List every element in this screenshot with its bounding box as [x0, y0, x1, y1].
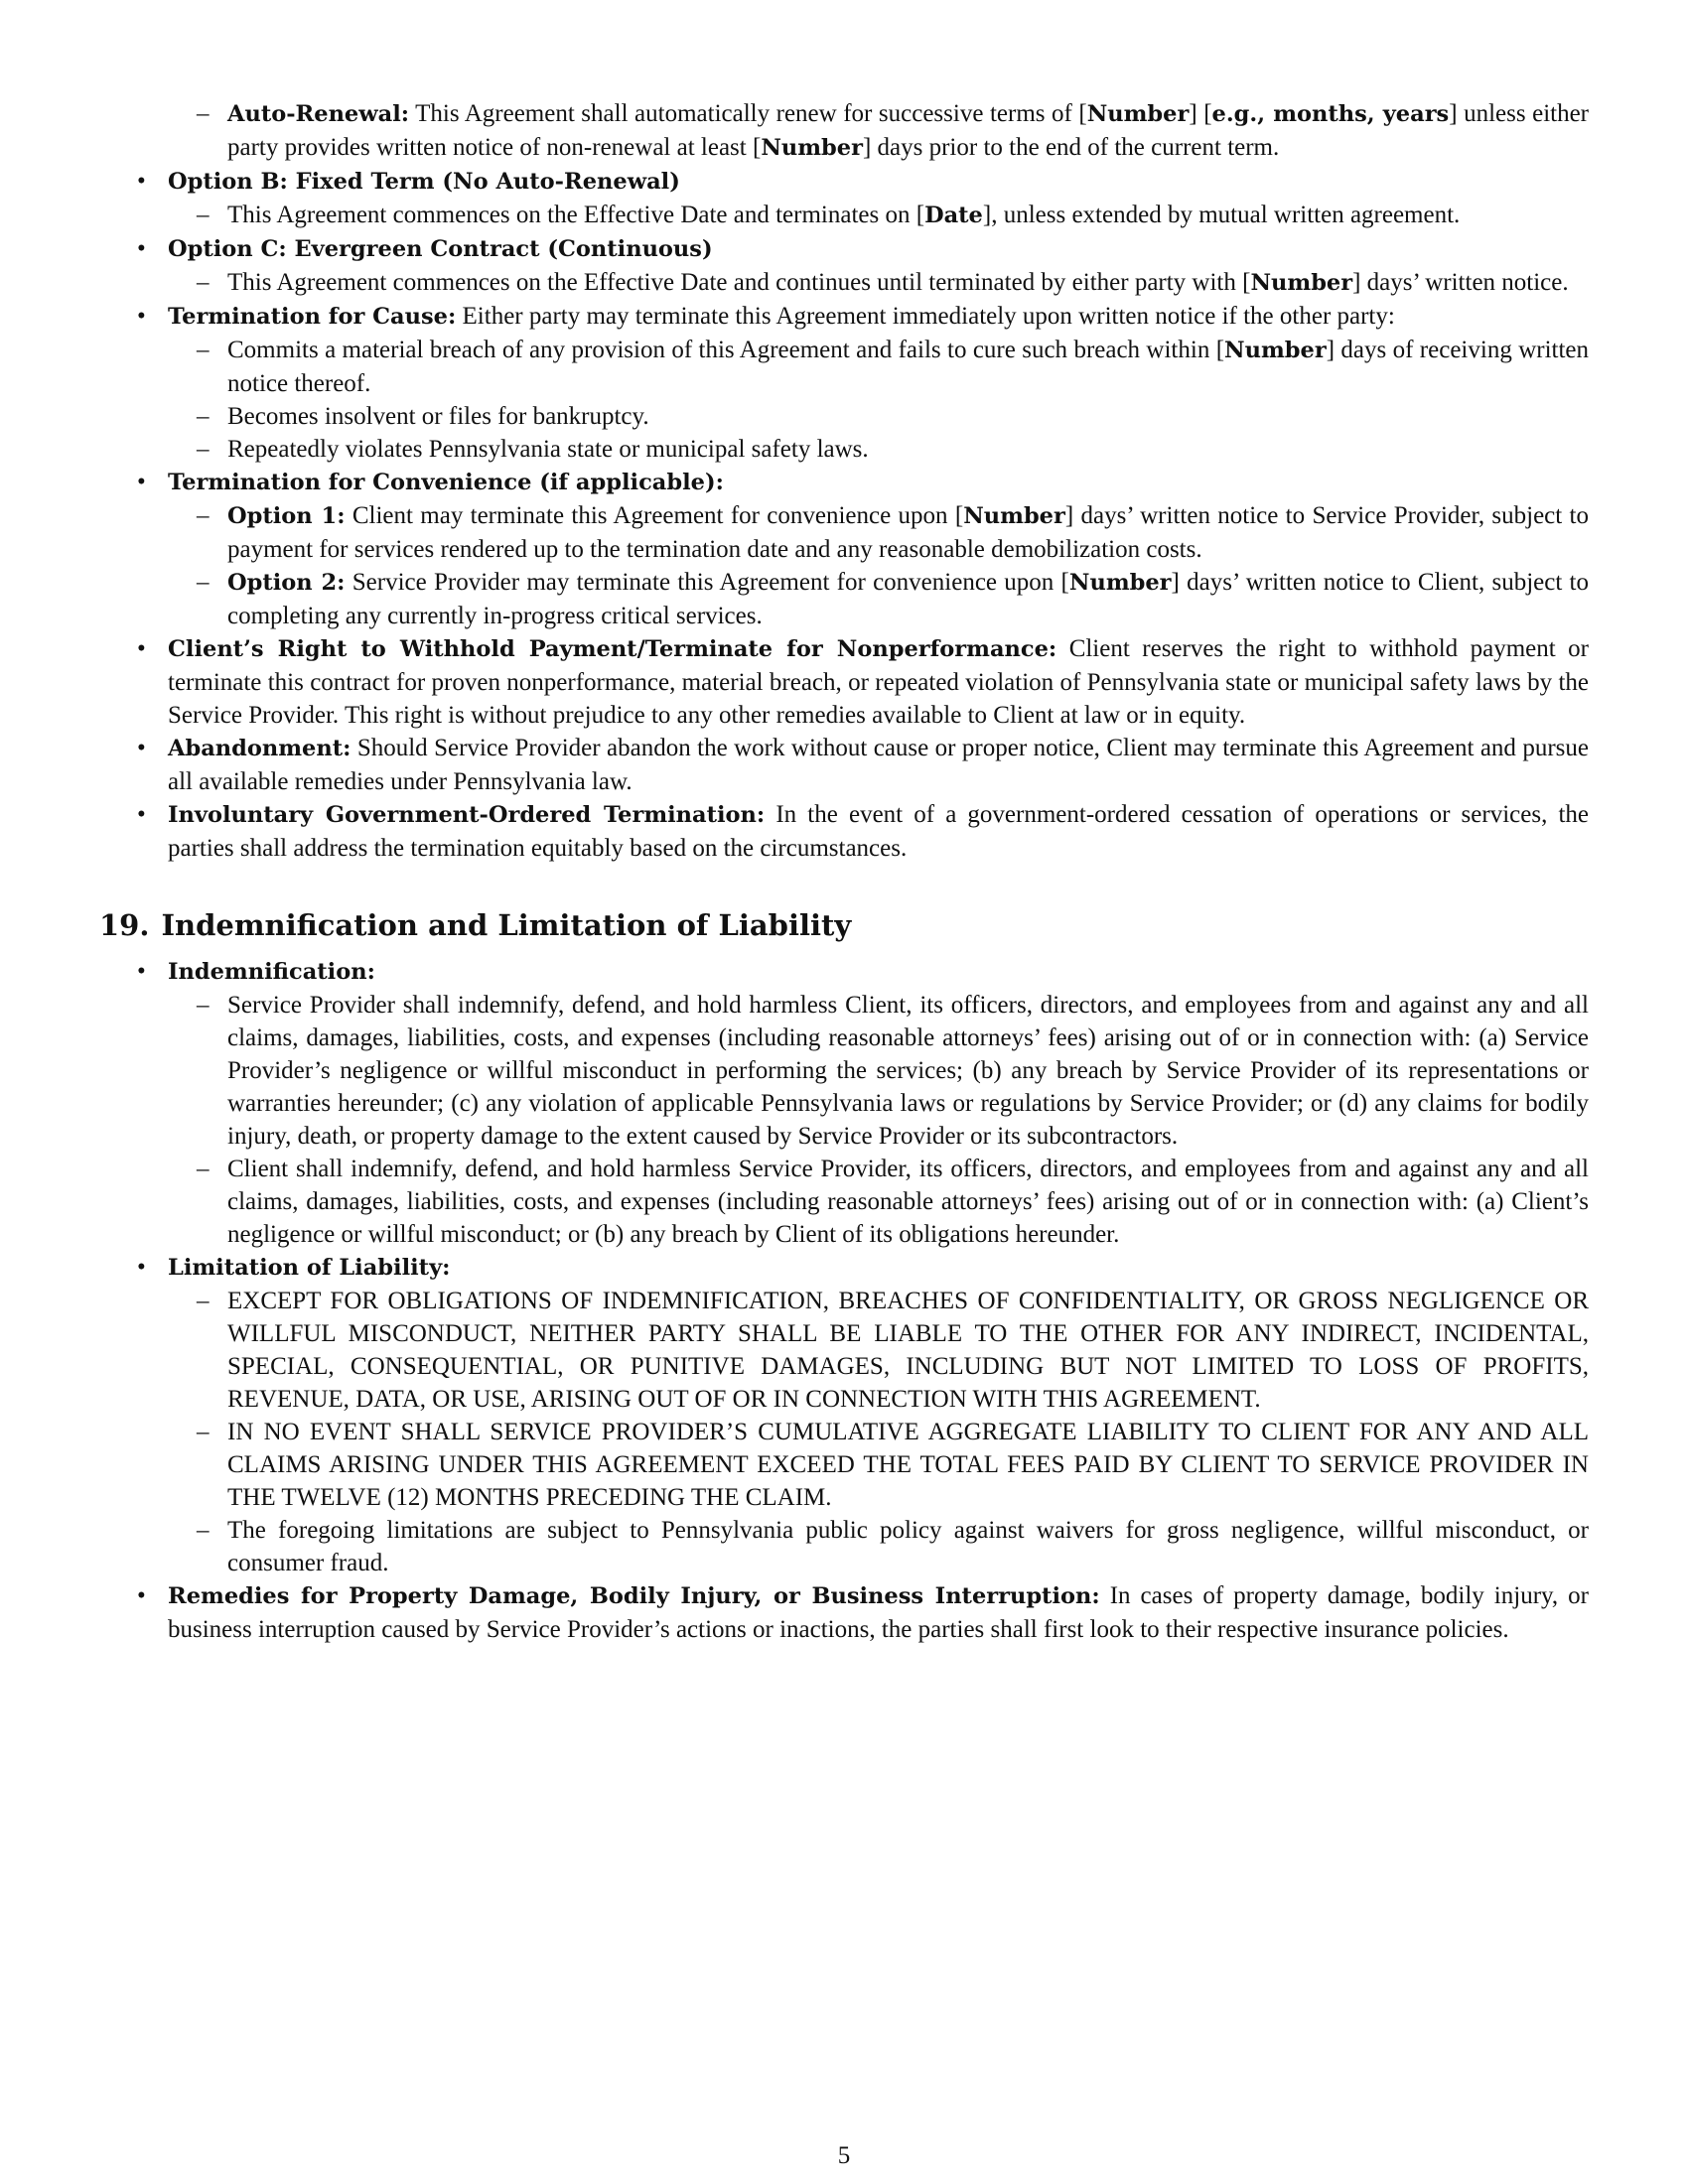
text-fragment: This Agreement commences on the Effective Date and continues until terminated by either party with [ — [227, 269, 1251, 296]
sublist — [168, 1285, 1589, 1579]
list-item-withhold — [99, 632, 1589, 732]
text-fragment: ] days prior to the end of the current term. — [862, 134, 1280, 161]
list-item — [168, 199, 1589, 232]
document-page — [99, 97, 1589, 1646]
date-placeholder: Date — [924, 203, 983, 228]
abandonment-label: Abandonment: — [168, 736, 352, 761]
list-item: – Becomes insolvent or files for bankruptcy. — [168, 400, 1589, 433]
involuntary-label: Involuntary Government-Ordered Termination: — [168, 802, 766, 828]
text-fragment: Client may terminate this Agreement for convenience upon [ — [345, 502, 964, 529]
sublist — [168, 334, 1589, 466]
number-placeholder: Number — [1224, 338, 1327, 363]
list-item-involuntary — [99, 798, 1589, 865]
auto-renewal-label: Auto-Renewal: — [227, 101, 410, 127]
number-placeholder: Number — [963, 503, 1065, 529]
text-fragment: ] days’ written notice to Service Provider, subject to payment for services rendered up to the termination date and any reasonable demobilization costs. — [227, 502, 1590, 563]
number-placeholder: Number — [1068, 570, 1172, 596]
sublist — [168, 989, 1589, 1251]
indemnification-label: Indemnification: — [168, 959, 375, 985]
text-fragment: ] days of receiving written notice thereof. — [227, 337, 1590, 397]
text-fragment: ] days’ written notice. — [1352, 269, 1569, 296]
termination-cause-label: Termination for Cause: — [168, 304, 457, 330]
text-fragment: ] days’ written notice to Client, subject to completing any currently in-progress critical services. — [227, 569, 1590, 629]
list-item — [168, 334, 1589, 400]
indemnification-list — [99, 955, 1589, 1646]
list-item-abandonment — [99, 732, 1589, 798]
list-item-remedies — [99, 1579, 1589, 1646]
option-c-title: Option C: Evergreen Contract (Continuous) — [168, 236, 713, 262]
number-placeholder: Number — [761, 135, 863, 161]
term-placeholder: e.g., months, years — [1211, 101, 1450, 127]
sublist — [168, 266, 1589, 300]
sublist — [168, 199, 1589, 232]
list-item-option-c — [99, 232, 1589, 300]
list-item-termination-convenience — [99, 466, 1589, 632]
list-item: – EXCEPT FOR OBLIGATIONS OF INDEMNIFICATION, BREACHES OF CONFIDENTIALITY, OR GROSS NEGLIGENCE OR WILLFUL MISCONDUCT, NEITHER PARTY SHALL BE LIABLE TO THE OTHER FOR ANY INDIRECT, INCIDENTAL, SPECIAL, CONSEQUENTIAL, OR PUNITIVE DAMAGES, INCLUDING BUT NOT LIMITED TO LOSS OF PROFITS, REVENUE, DATA, OR USE, ARISING OUT OF OR IN CONNECTION WITH THIS AGREEMENT. — [168, 1285, 1589, 1416]
list-item-limitation — [99, 1251, 1589, 1579]
option-1-label: Option 1: — [227, 503, 346, 529]
section-number: 19. — [99, 908, 150, 942]
remedies-label: Remedies for Property Damage, Bodily Injury, or Business Interruption: — [168, 1583, 1100, 1609]
text-fragment: ] [ — [1189, 100, 1212, 127]
list-item: – IN NO EVENT SHALL SERVICE PROVIDER’S CUMULATIVE AGGREGATE LIABILITY TO CLIENT FOR ANY AND ALL CLAIMS ARISING UNDER THIS AGREEMENT EXCEED THE TOTAL FEES PAID BY CLIENT TO SERVICE PROVIDER IN THE TWELVE (12) MONTHS PRECEDING THE CLAIM. — [168, 1416, 1589, 1514]
list-item-indemnification — [99, 955, 1589, 1251]
list-item: – The foregoing limitations are subject to Pennsylvania public policy against waivers for gross negligence, willful misconduct, or consumer fraud. — [168, 1514, 1589, 1579]
list-item — [168, 266, 1589, 300]
termination-list — [99, 165, 1589, 865]
list-item: – Service Provider shall indemnify, defend, and hold harmless Client, its officers, directors, and employees from and against any and all claims, damages, liabilities, costs, and expenses (including reasonable attorneys’ fees) arising out of or in connection with: (a) Service Provider’s negligence or willful misconduct in performing the services; (b) any breach by Service Provider of its representations or warranties hereunder; (c) any violation of applicable Pennsylvania laws or regulations by Service Provider; or (d) any claims for bodily injury, death, or property damage to the extent caused by Service Provider or its subcontractors. — [168, 989, 1589, 1153]
list-item-termination-cause — [99, 300, 1589, 466]
option-b-title: Option B: Fixed Term (No Auto-Renewal) — [168, 169, 680, 195]
page-number: 5 — [837, 2142, 851, 2169]
auto-renewal-item — [197, 97, 1590, 165]
text-fragment: In the event of a government-ordered cessation of operations or services, the parties shall address the termination equitably based on the circumstances. — [168, 801, 1589, 862]
sublist — [168, 499, 1589, 632]
number-placeholder: Number — [1086, 101, 1190, 127]
number-placeholder: Number — [1250, 270, 1353, 296]
section-title: Indemnification and Limitation of Liability — [161, 908, 852, 942]
option-2-label: Option 2: — [227, 570, 346, 596]
text-fragment: ] unless either party provides written notice of non-renewal at least [ — [227, 100, 1590, 161]
text-fragment: Either party may terminate this Agreement immediately upon written notice if the other party: — [456, 303, 1395, 330]
list-item — [168, 499, 1589, 566]
text-fragment: Commits a material breach of any provision of this Agreement and fails to cure such breach within [ — [227, 337, 1225, 363]
text-fragment: In cases of property damage, bodily injury, or business interruption caused by Service Provider’s actions or inactions, the parties shall first look to their respective insurance policies. — [168, 1582, 1590, 1643]
text-fragment: ], unless extended by mutual written agreement. — [982, 202, 1461, 228]
text-fragment: Client reserves the right to withhold payment or terminate this contract for proven nonperformance, material breach, or repeated violation of Pennsylvania state or municipal safety laws by the Service Provider. This right is without prejudice to any other remedies available to Client at law or in equity. — [168, 635, 1589, 729]
dash-marker: – — [197, 100, 210, 127]
list-item-option-b — [99, 165, 1589, 232]
limitation-label: Limitation of Liability: — [168, 1255, 451, 1281]
list-item — [168, 566, 1589, 632]
list-item: – Client shall indemnify, defend, and hold harmless Service Provider, its officers, directors, and employees from and against any and all claims, damages, liabilities, costs, and expenses (including reasonable attorneys’ fees) arising out of or in connection with: (a) Client’s negligence or willful misconduct; or (b) any breach by Client of its obligations hereunder. — [168, 1153, 1589, 1251]
text-fragment: Should Service Provider abandon the work without cause or proper notice, Client may terminate this Agreement and pursue all available remedies under Pennsylvania law. — [168, 735, 1589, 795]
termination-convenience-title: Termination for Convenience (if applicable): — [168, 470, 724, 495]
list-item: – Repeatedly violates Pennsylvania state or municipal safety laws. — [168, 433, 1589, 466]
auto-renewal-text: This Agreement shall automatically renew for successive terms of [ — [409, 100, 1087, 127]
section-heading — [99, 907, 1589, 943]
text-fragment: Service Provider may terminate this Agreement for convenience upon [ — [345, 569, 1069, 596]
withhold-label: Client’s Right to Withhold Payment/Terminate for Nonperformance: — [168, 636, 1057, 662]
text-fragment: This Agreement commences on the Effective Date and terminates on [ — [227, 202, 925, 228]
